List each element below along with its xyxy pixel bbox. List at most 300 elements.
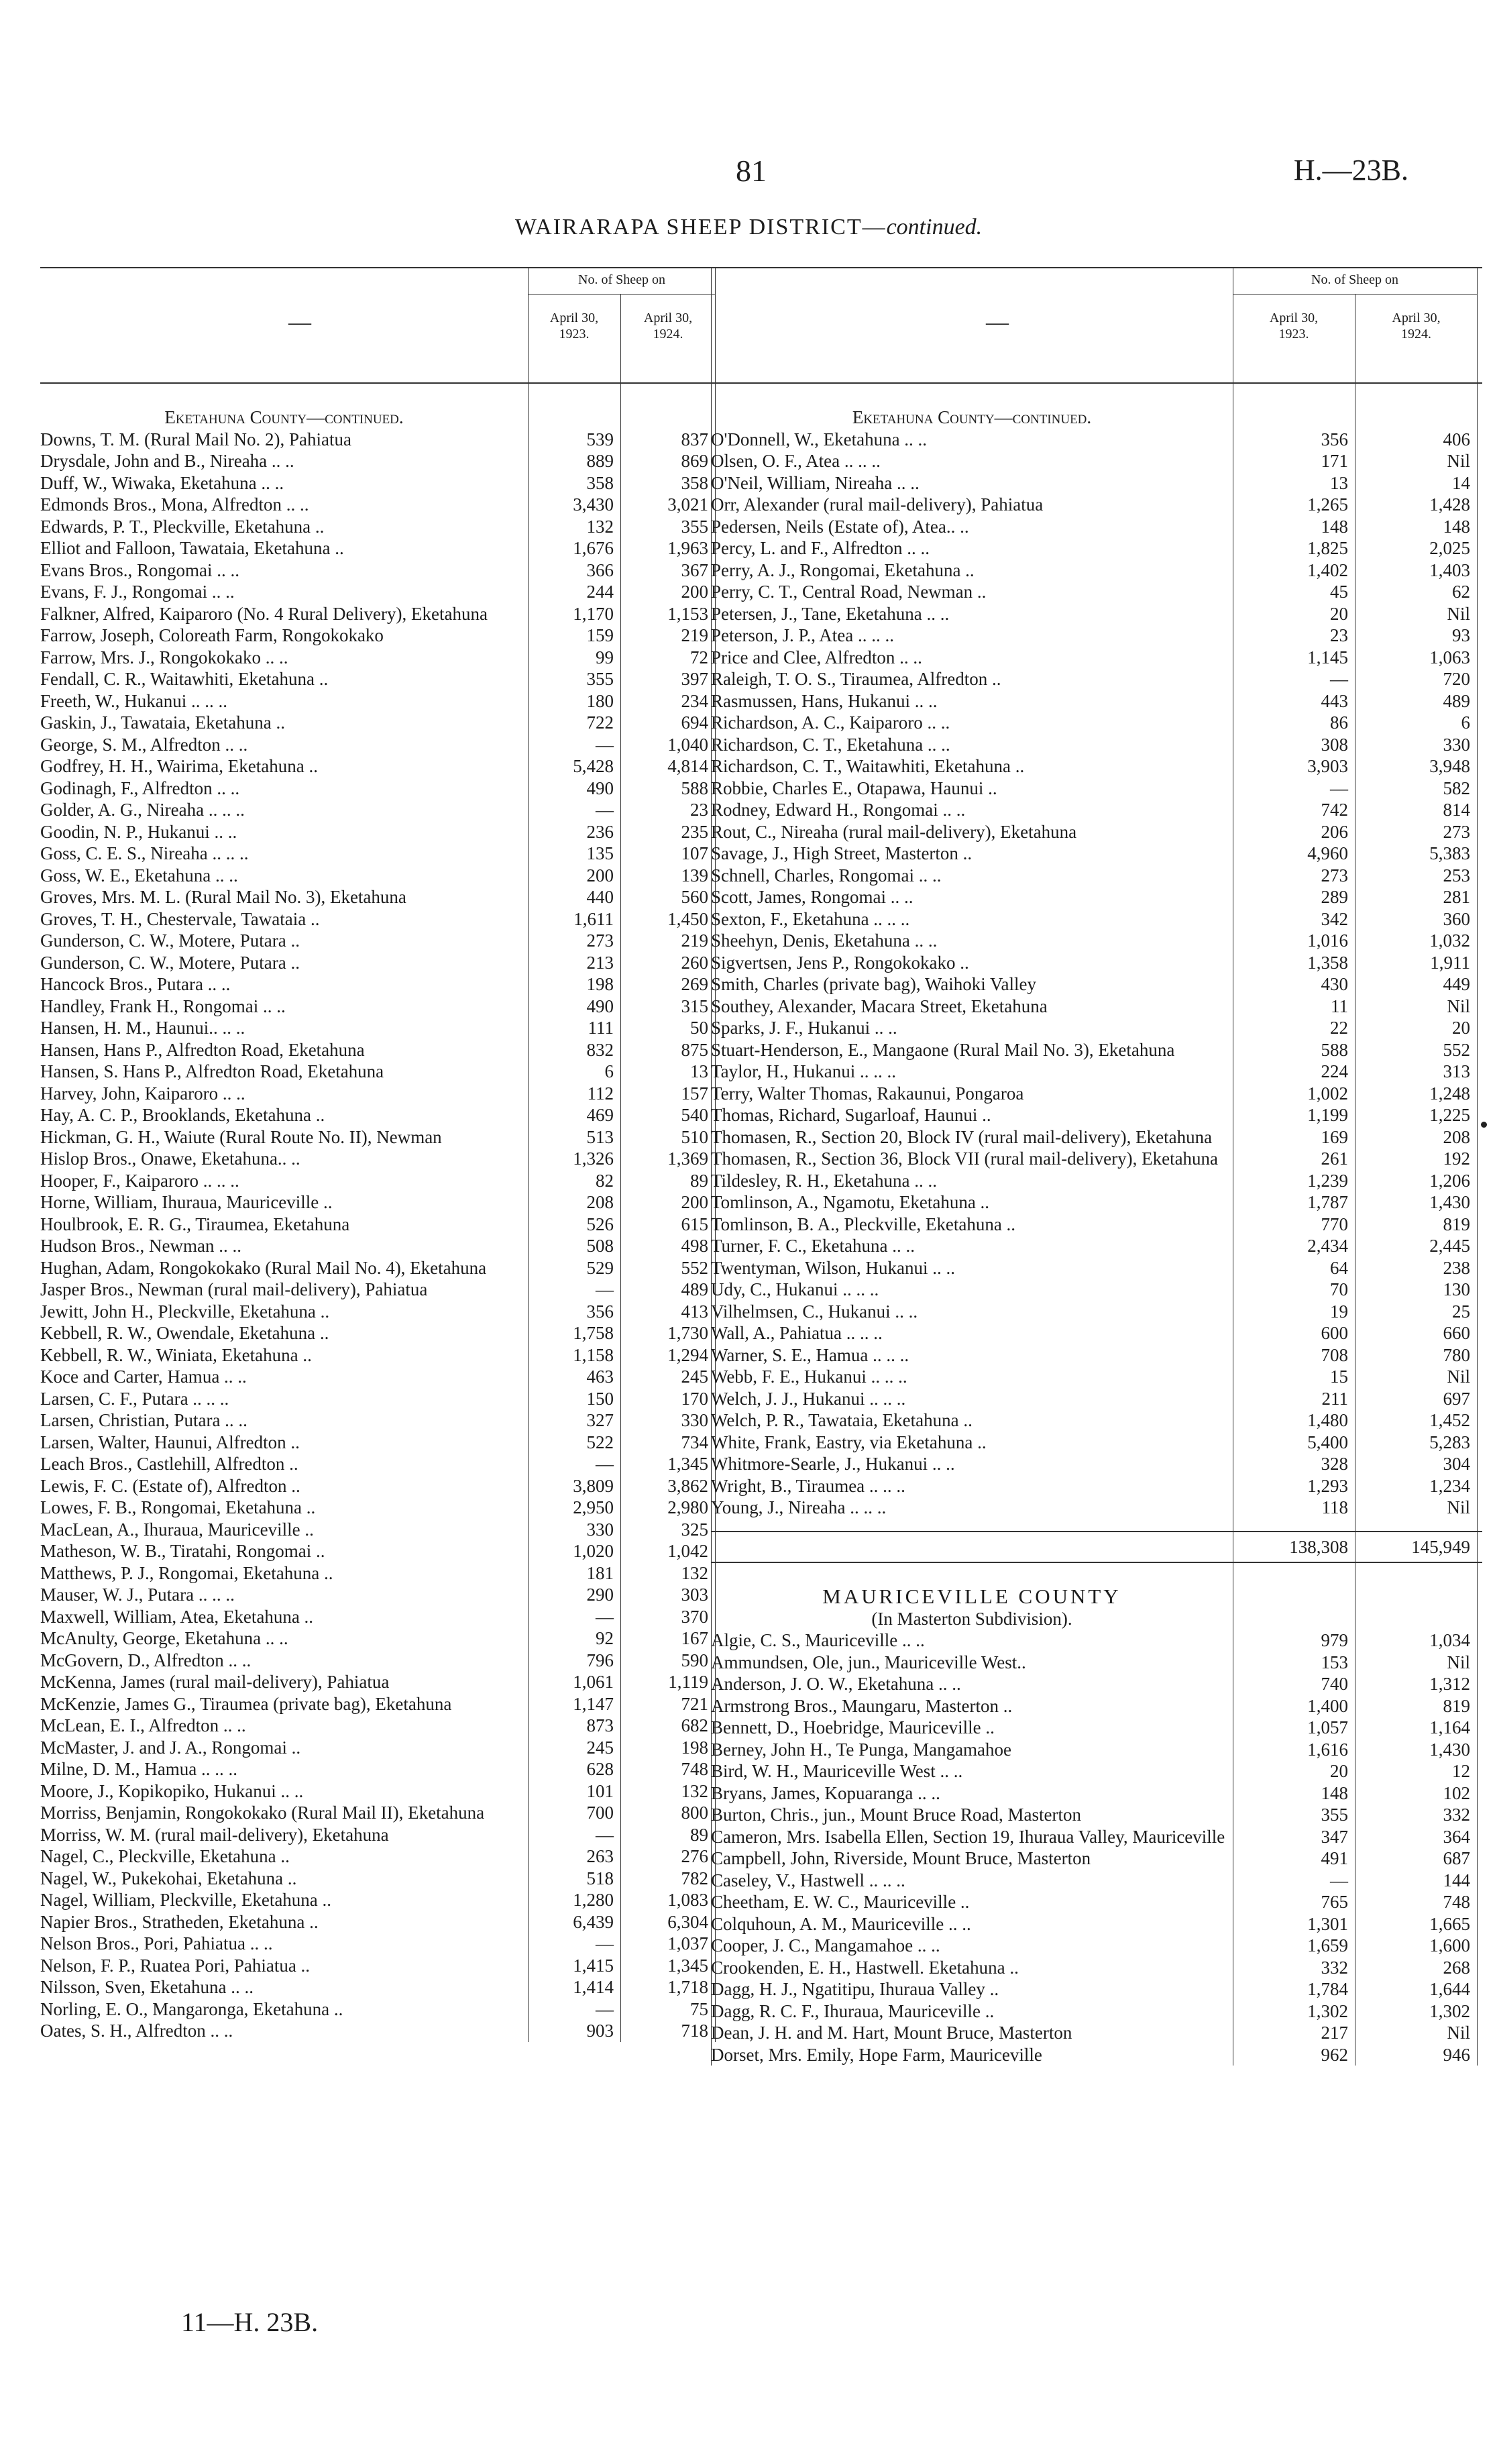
sheep-1923-value: 796: [586, 1650, 614, 1670]
table-row: [40, 1889, 716, 1911]
sheep-1923-value: 1,057: [1307, 1717, 1348, 1737]
sheep-1924-value: 330: [1443, 734, 1470, 755]
sheep-1923-value: 236: [586, 821, 614, 842]
table-row: [40, 581, 716, 603]
sheep-1924-value: 748: [681, 1759, 708, 1779]
farmer-name: Falkner, Alfred, Kaiparoro (No. 4 Rural Delivery), Eketahuna: [40, 603, 488, 624]
table-row: [711, 559, 1482, 582]
sheep-1923-value: 290: [586, 1585, 614, 1605]
farmer-name: Thomasen, R., Section 36, Block VII (rural mail-delivery), Eketahuna: [711, 1148, 1219, 1169]
sheep-1923-value: 153: [1321, 1652, 1348, 1672]
farmer-name: Terry, Walter Thomas, Rakaunui, Pongaroa: [711, 1083, 1024, 1104]
sheep-1924-value: 157: [681, 1083, 708, 1104]
sheep-1923-value: 211: [1321, 1388, 1348, 1409]
sheep-1923-value: 135: [586, 843, 614, 863]
sheep-1923-value: —: [596, 1933, 614, 1953]
farmer-name: Horne, William, Ihuraua, Mauriceville ..: [40, 1192, 333, 1212]
farmer-name: Richardson, A. C., Kaiparoro .. ..: [711, 712, 950, 733]
farmer-name: Peterson, J. P., Atea .. .. ..: [711, 625, 894, 645]
sheep-1924-value: 12: [1452, 1761, 1470, 1781]
farmer-name: Wall, A., Pahiatua .. .. ..: [711, 1323, 883, 1343]
sheep-1924-value: 1,963: [667, 538, 708, 558]
farmer-name: Ammundsen, Ole, jun., Mauriceville West..: [711, 1652, 1026, 1672]
sheep-1923-value: 6: [604, 1061, 614, 1081]
sheep-1923-value: 200: [586, 865, 614, 886]
farmer-name: Welch, J. J., Hukanui .. .. ..: [711, 1388, 906, 1409]
sheep-1923-value: 1,016: [1307, 930, 1348, 951]
table-row: [40, 429, 716, 451]
table-row: [40, 865, 716, 887]
table-row: [711, 908, 1482, 930]
farmer-name: McMaster, J. and J. A., Rongomai ..: [40, 1737, 301, 1758]
sheep-1924-value: 219: [681, 625, 708, 645]
sheep-1924-value: 102: [1443, 1782, 1470, 1803]
farmer-name: Gunderson, C. W., Motere, Putara ..: [40, 952, 300, 973]
table-row: [711, 1870, 1482, 1892]
table-row: [711, 996, 1482, 1018]
table-row: [711, 1301, 1482, 1323]
sheep-1923-value: 330: [586, 1519, 614, 1540]
table-row: [40, 1344, 716, 1367]
sheep-1923-value: 770: [1321, 1214, 1348, 1234]
sheep-1924-value: 397: [681, 669, 708, 689]
table-row: [40, 1802, 716, 1824]
farmer-name: Drysdale, John and B., Nireaha .. ..: [40, 451, 294, 471]
farmer-name: Goss, C. E. S., Nireaha .. .. ..: [40, 843, 249, 863]
sheep-1924-value: 364: [1443, 1826, 1470, 1847]
farmer-name: Jewitt, John H., Pleckville, Eketahuna ..: [40, 1301, 330, 1322]
table-row: [711, 1935, 1482, 1957]
sheep-1924-value: 198: [681, 1737, 708, 1758]
farmer-name: Dagg, H. J., Ngatitipu, Ihuraua Valley ..: [711, 1979, 999, 1999]
farmer-name: Sexton, F., Eketahuna .. .. ..: [711, 908, 910, 929]
sheep-1923-value: 742: [1321, 800, 1348, 820]
sheep-1923-value: 1,020: [573, 1541, 614, 1561]
farmer-name: Rout, C., Nireaha (rural mail-delivery), Eketahuna: [711, 821, 1077, 842]
sheep-1923-value: 490: [586, 996, 614, 1016]
table-row: [40, 1715, 716, 1737]
table-row: [711, 2044, 1482, 2066]
farmer-name: Vilhelmsen, C., Hukanui .. ..: [711, 1301, 918, 1322]
sheep-1923-value: 1,784: [1307, 1979, 1348, 1999]
sheep-1923-value: 588: [1321, 1039, 1348, 1060]
farmer-name: Cheetham, E. W. C., Mauriceville ..: [711, 1892, 970, 1912]
sheep-1923-value: 213: [586, 952, 614, 973]
sheep-1924-value: 3,021: [667, 494, 708, 515]
table-row: [40, 1998, 716, 2021]
sheep-1924-value: 6: [1461, 712, 1470, 733]
farmer-name: Pedersen, Neils (Estate of), Atea.. ..: [711, 516, 969, 537]
table-row: [711, 1957, 1482, 1979]
sheep-1923-value: 224: [1321, 1061, 1348, 1081]
sheep-1924-value: 1,730: [667, 1323, 708, 1343]
table-row: [711, 1061, 1482, 1083]
table-row: [711, 625, 1482, 647]
farmer-name: Hudson Bros., Newman .. ..: [40, 1236, 241, 1256]
table-row: [711, 1652, 1482, 1674]
sheep-1924-value: 3,948: [1429, 756, 1470, 776]
sheep-1924-value: 2,980: [667, 1497, 708, 1517]
sheep-1923-value: 628: [586, 1759, 614, 1779]
sheep-1924-value: 1,302: [1429, 2000, 1470, 2021]
sheep-1923-value: 20: [1330, 603, 1348, 624]
farmer-name: Nelson Bros., Pori, Pahiatua .. ..: [40, 1933, 273, 1953]
farmer-name: Perry, A. J., Rongomai, Eketahuna ..: [711, 559, 975, 580]
left-table-header: [40, 267, 716, 384]
table-row: [711, 1453, 1482, 1475]
sheep-1924-value: 560: [681, 887, 708, 907]
sheep-1924-value: 1,034: [1429, 1630, 1470, 1650]
left-column: [40, 267, 716, 2042]
farmer-name: Smith, Charles (private bag), Waihoki Valley: [711, 974, 1036, 994]
table-row: [711, 1782, 1482, 1805]
farmer-name: Nagel, C., Pleckville, Eketahuna ..: [40, 1846, 290, 1866]
sheep-1924-value: 2,025: [1429, 538, 1470, 558]
sheep-1923-value: 217: [1321, 2023, 1348, 2043]
sheep-1924-value: 192: [1443, 1148, 1470, 1169]
sheep-1923-value: 1,293: [1307, 1475, 1348, 1496]
farmer-name: Morriss, W. M. (rural mail-delivery), Eketahuna: [40, 1824, 389, 1845]
sheep-1923-value: —: [596, 1606, 614, 1627]
sheep-1923-value: 1,415: [573, 1955, 614, 1976]
farmer-name: Rodney, Edward H., Rongomai .. ..: [711, 800, 966, 820]
table-row: [40, 559, 716, 582]
table-row: [40, 1519, 716, 1541]
sheep-1924-value: 869: [681, 451, 708, 471]
farmer-name: Robbie, Charles E., Otapawa, Haunui ..: [711, 778, 997, 798]
table-row: [711, 647, 1482, 669]
sheep-1923-value: 273: [586, 930, 614, 951]
farmer-name: Gunderson, C. W., Motere, Putara ..: [40, 930, 300, 951]
sheep-1923-value: 1,825: [1307, 538, 1348, 558]
sheep-1923-value: 700: [586, 1803, 614, 1823]
sheep-1924-value: 540: [681, 1105, 708, 1125]
sheep-1923-value: 600: [1321, 1323, 1348, 1343]
sheep-1923-value: 1,158: [573, 1344, 614, 1365]
farmer-name: Richardson, C. T., Eketahuna .. ..: [711, 734, 950, 755]
farmer-name: Percy, L. and F., Alfredton .. ..: [711, 538, 930, 558]
table-row: [711, 603, 1482, 625]
table-row: [40, 843, 716, 865]
sheep-1924-value: 1,164: [1429, 1717, 1470, 1737]
table-row: [711, 778, 1482, 800]
farmer-name: Anderson, J. O. W., Eketahuna .. ..: [711, 1674, 961, 1694]
farmer-name: Golder, A. G., Nireaha .. .. ..: [40, 800, 245, 820]
table-row: [711, 1170, 1482, 1192]
sheep-1923-value: 1,480: [1307, 1410, 1348, 1430]
sheep-1924-value: 20: [1452, 1018, 1470, 1038]
table-row: [711, 1366, 1482, 1388]
farmer-name: Godinagh, F., Alfredton .. ..: [40, 778, 240, 798]
farmer-name: Turner, F. C., Eketahuna .. ..: [711, 1236, 915, 1256]
farmer-name: Hansen, S. Hans P., Alfredton Road, Eketahuna: [40, 1061, 384, 1081]
sheep-1924-value: 139: [681, 865, 708, 886]
sheep-1924-value: 510: [681, 1126, 708, 1147]
sheep-1923-value: 244: [586, 582, 614, 602]
table-row: [40, 537, 716, 559]
sheep-1923-value: 740: [1321, 1674, 1348, 1694]
sheep-1923-value: 118: [1321, 1497, 1348, 1517]
sheep-1923-value: 873: [586, 1715, 614, 1735]
sheep-1923-value: 355: [586, 669, 614, 689]
table-row: [711, 1475, 1482, 1497]
sheep-1924-value: 1,119: [668, 1672, 708, 1692]
farmer-name: Groves, Mrs. M. L. (Rural Mail No. 3), Eketahuna: [40, 887, 406, 907]
sheep-1924-value: 413: [681, 1301, 708, 1322]
sheep-1924-value: Nil: [1447, 451, 1470, 471]
sheep-1924-value: 1,063: [1429, 647, 1470, 667]
sheep-1924-value: 946: [1443, 2044, 1470, 2065]
farmer-name: Southey, Alexander, Macara Street, Eketahuna: [711, 996, 1048, 1016]
farmer-name: Nagel, W., Pukekohai, Eketahuna ..: [40, 1868, 297, 1888]
sheep-1924-value: 107: [681, 843, 708, 863]
farmer-name: Welch, P. R., Tawataia, Eketahuna ..: [711, 1410, 973, 1430]
header-dash: —: [288, 310, 311, 335]
farmer-name: Kebbell, R. W., Owendale, Eketahuna ..: [40, 1323, 329, 1343]
sheep-1923-value: 1,787: [1307, 1192, 1348, 1212]
table-row: [40, 1148, 716, 1170]
sheep-1923-value: 2,950: [573, 1497, 614, 1517]
sheep-1923-value: 1,002: [1307, 1083, 1348, 1104]
farmer-name: Godfrey, H. H., Wairima, Eketahuna ..: [40, 756, 318, 776]
table-row: [711, 886, 1482, 908]
farmer-name: Stuart-Henderson, E., Mangaone (Rural Mail No. 3), Eketahuna: [711, 1039, 1175, 1060]
table-row: [711, 1695, 1482, 1717]
farmer-name: Edmonds Bros., Mona, Alfredton .. ..: [40, 494, 309, 515]
sheep-1923-value: 6,439: [573, 1911, 614, 1932]
sheep-1923-value: 2,434: [1307, 1236, 1348, 1256]
farmer-name: Morriss, Benjamin, Rongokokako (Rural Mail II), Eketahuna: [40, 1803, 485, 1823]
sheep-1923-value: 332: [1321, 1957, 1348, 1978]
sheep-1923-value: 508: [586, 1236, 614, 1256]
table-row: [711, 1826, 1482, 1848]
table-row: [40, 1693, 716, 1715]
sheep-1923-value: 20: [1330, 1761, 1348, 1781]
table-row: [711, 1913, 1482, 1935]
sheep-1923-value: 3,809: [573, 1475, 614, 1496]
farmer-name: Thomas, Richard, Sugarloaf, Haunui ..: [711, 1105, 991, 1125]
table-row: [40, 886, 716, 908]
farmer-name: Lewis, F. C. (Estate of), Alfredton ..: [40, 1475, 300, 1496]
sheep-1923-value: 342: [1321, 908, 1348, 929]
sheep-1923-value: 3,903: [1307, 756, 1348, 776]
sheep-1924-value: 14: [1452, 472, 1470, 493]
table-row: [40, 1976, 716, 1998]
sheep-1924-value: 269: [681, 974, 708, 994]
farmer-name: Sheehyn, Denis, Eketahuna .. ..: [711, 930, 938, 951]
farmer-name: McKenzie, James G., Tiraumea (private bag), Eketahuna: [40, 1693, 452, 1714]
farmer-name: Petersen, J., Tane, Eketahuna .. ..: [711, 603, 950, 624]
table-row: [40, 690, 716, 712]
sheep-1924-value: 367: [681, 559, 708, 580]
sheep-1924-value: 1,600: [1429, 1935, 1470, 1956]
table-row: [711, 516, 1482, 538]
sheep-1924-value: 1,294: [667, 1344, 708, 1365]
farmer-name: Raleigh, T. O. S., Tiraumea, Alfredton ..: [711, 669, 1001, 689]
sheep-1924-value: 276: [681, 1846, 708, 1866]
sheep-1924-value: 253: [1443, 865, 1470, 886]
sheep-1923-value: 469: [586, 1105, 614, 1125]
right-table-body: [711, 384, 1482, 2066]
farmer-name: Campbell, John, Riverside, Mount Bruce, Masterton: [711, 1848, 1091, 1868]
farmer-name: Sparks, J. F., Hukanui .. ..: [711, 1018, 897, 1038]
table-row: [40, 1126, 716, 1148]
farmer-name: Cooper, J. C., Mangamahoe .. ..: [711, 1935, 940, 1956]
sheep-1923-value: 979: [1321, 1630, 1348, 1650]
farmer-name: Caseley, V., Hastwell .. .. ..: [711, 1870, 905, 1890]
table-row: [711, 1322, 1482, 1344]
sheep-1924-value: 281: [1443, 887, 1470, 907]
sheep-1924-value: 1,153: [667, 603, 708, 624]
table-row: [711, 472, 1482, 494]
sheep-1924-value: 780: [1443, 1344, 1470, 1365]
table-row: [40, 1868, 716, 1890]
farmer-name: Freeth, W., Hukanui .. .. ..: [40, 690, 227, 711]
farmer-name: Downs, T. M. (Rural Mail No. 2), Pahiatua: [40, 429, 351, 449]
table-row: [40, 755, 716, 778]
farmer-name: Hooper, F., Kaiparoro .. .. ..: [40, 1170, 239, 1191]
farmer-name: Matheson, W. B., Tiratahi, Rongomai ..: [40, 1541, 325, 1561]
footer-signature: 11—H. 23B.: [181, 2307, 319, 2337]
farmer-name: Dagg, R. C. F., Ihuraua, Mauriceville ..: [711, 2000, 995, 2021]
table-row: [711, 1804, 1482, 1826]
table-row: [711, 1214, 1482, 1236]
sheep-1924-value: 358: [681, 472, 708, 493]
sheep-1924-value: 1,345: [667, 1955, 708, 1976]
sheep-1924-value: 588: [681, 778, 708, 798]
table-row: [711, 712, 1482, 734]
section-subtitle: (In Masterton Subdivision).: [871, 1608, 1072, 1629]
farmer-name: Hansen, Hans P., Alfredton Road, Eketahuna: [40, 1039, 365, 1060]
farmer-name: Dorset, Mrs. Emily, Hope Farm, Mauriceville: [711, 2044, 1042, 2065]
sheep-1923-value: 1,145: [1307, 647, 1348, 667]
farmer-name: Larsen, C. F., Putara .. .. ..: [40, 1388, 229, 1409]
header-no-of-sheep: No. of Sheep on: [578, 272, 665, 287]
table-row: [40, 1497, 716, 1519]
farmer-name: Norling, E. O., Mangaronga, Eketahuna ..: [40, 1998, 343, 2019]
sheep-1923-value: 1,402: [1307, 559, 1348, 580]
sheep-1924-value: 721: [681, 1693, 708, 1714]
sheep-1924-value: 660: [1443, 1323, 1470, 1343]
sheep-1924-value: 315: [681, 996, 708, 1016]
table-row: [711, 1388, 1482, 1410]
sheep-1924-value: 1,428: [1429, 494, 1470, 515]
table-row: [40, 1257, 716, 1279]
table-row: [40, 996, 716, 1018]
sheep-1924-value: 1,718: [667, 1977, 708, 1997]
farmer-name: Schnell, Charles, Rongomai .. ..: [711, 865, 942, 886]
table-row: [40, 1191, 716, 1214]
farmer-name: McKenna, James (rural mail-delivery), Pahiatua: [40, 1672, 390, 1692]
table-row: [40, 908, 716, 930]
sheep-1924-value: 682: [681, 1715, 708, 1735]
sheep-1924-value: 1,248: [1429, 1083, 1470, 1104]
sheep-1923-value: 11: [1331, 996, 1348, 1016]
sheep-1924-value: 590: [681, 1650, 708, 1670]
table-row: [711, 1257, 1482, 1279]
table-row: [711, 1126, 1482, 1148]
sheep-1923-value: 261: [1321, 1148, 1348, 1169]
farmer-name: Elliot and Falloon, Tawataia, Eketahuna ..: [40, 538, 344, 558]
table-row: [40, 1737, 716, 1759]
farmer-name: Milne, D. M., Hamua .. .. ..: [40, 1759, 237, 1779]
table-row: [40, 1104, 716, 1126]
table-row: [40, 1301, 716, 1323]
farmer-name: Larsen, Walter, Haunui, Alfredton ..: [40, 1432, 300, 1452]
sheep-1924-value: 268: [1443, 1957, 1470, 1978]
sheep-1923-value: 903: [586, 2021, 614, 2041]
farmer-name: McGovern, D., Alfredton .. ..: [40, 1650, 252, 1670]
farmer-name: Evans Bros., Rongomai .. ..: [40, 559, 239, 580]
farmer-name: Matthews, P. J., Rongomai, Eketahuna ..: [40, 1562, 333, 1583]
sheep-1924-value: 1,665: [1429, 1913, 1470, 1934]
sheep-1924-value: 360: [1443, 908, 1470, 929]
sheep-1924-value: 449: [1443, 974, 1470, 994]
sheep-1924-value: 145,949: [1411, 1536, 1470, 1557]
sheep-1924-value: 1,312: [1429, 1674, 1470, 1694]
sheep-1924-value: 23: [690, 800, 708, 820]
table-row: [40, 799, 716, 821]
farmer-name: Algie, C. S., Mauriceville .. ..: [711, 1630, 925, 1650]
table-row: [711, 690, 1482, 712]
table-row: [711, 1717, 1482, 1739]
sheep-1923-value: 1,326: [573, 1148, 614, 1169]
farmer-name: Rasmussen, Hans, Hukanui .. ..: [711, 690, 938, 711]
table-row: [40, 778, 716, 800]
farmer-name: Bennett, D., Hoebridge, Mauriceville ..: [711, 1717, 995, 1737]
farmer-name: Olsen, O. F., Atea .. .. ..: [711, 451, 881, 471]
farmer-name: McLean, E. I., Alfredton .. ..: [40, 1715, 246, 1735]
farmer-name: Edwards, P. T., Pleckville, Eketahuna ..: [40, 516, 325, 537]
sheep-1923-value: 430: [1321, 974, 1348, 994]
sheep-1924-value: 235: [681, 821, 708, 842]
sheep-1923-value: 1,302: [1307, 2000, 1348, 2021]
farmer-name: Duff, W., Wiwaka, Eketahuna .. ..: [40, 472, 284, 493]
sheep-1923-value: 490: [586, 778, 614, 798]
sheep-1924-value: 330: [681, 1410, 708, 1430]
sheep-1924-value: 697: [1443, 1388, 1470, 1409]
table-row: [40, 734, 716, 756]
table-row: [40, 1366, 716, 1388]
sheep-1924-value: 50: [690, 1018, 708, 1038]
sheep-1924-value: 582: [1443, 778, 1470, 798]
section-title-mauriceville: MAURICEVILLE COUNTY: [822, 1585, 1121, 1608]
table-row: [40, 1780, 716, 1803]
sheep-1923-value: 539: [586, 429, 614, 449]
sheep-1923-value: 832: [586, 1039, 614, 1060]
farmer-name: Scott, James, Rongomai .. ..: [711, 887, 913, 907]
sheep-1924-value: 313: [1443, 1061, 1470, 1081]
farmer-name: White, Frank, Eastry, via Eketahuna ..: [711, 1432, 987, 1452]
table-row: [40, 1017, 716, 1039]
sheep-1923-value: 1,301: [1307, 1913, 1348, 1934]
farmer-name: Hislop Bros., Onawe, Eketahuna.. ..: [40, 1148, 300, 1169]
sheep-1924-value: 167: [681, 1628, 708, 1648]
sheep-1923-value: 19: [1330, 1301, 1348, 1322]
sheep-1923-value: 463: [586, 1367, 614, 1387]
sheep-1924-value: 4,814: [667, 756, 708, 776]
table-row: [40, 1279, 716, 1301]
farmer-name: Nilsson, Sven, Eketahuna .. ..: [40, 1977, 254, 1997]
table-row: [40, 1453, 716, 1475]
sheep-1924-value: 304: [1443, 1454, 1470, 1474]
sheep-1923-value: 356: [1321, 429, 1348, 449]
sheep-1923-value: 169: [1321, 1126, 1348, 1147]
farmer-name: Wright, B., Tiraumea .. .. ..: [711, 1475, 905, 1496]
table-row: [40, 1671, 716, 1693]
table-row: [40, 516, 716, 538]
sheep-1924-value: 1,234: [1429, 1475, 1470, 1496]
